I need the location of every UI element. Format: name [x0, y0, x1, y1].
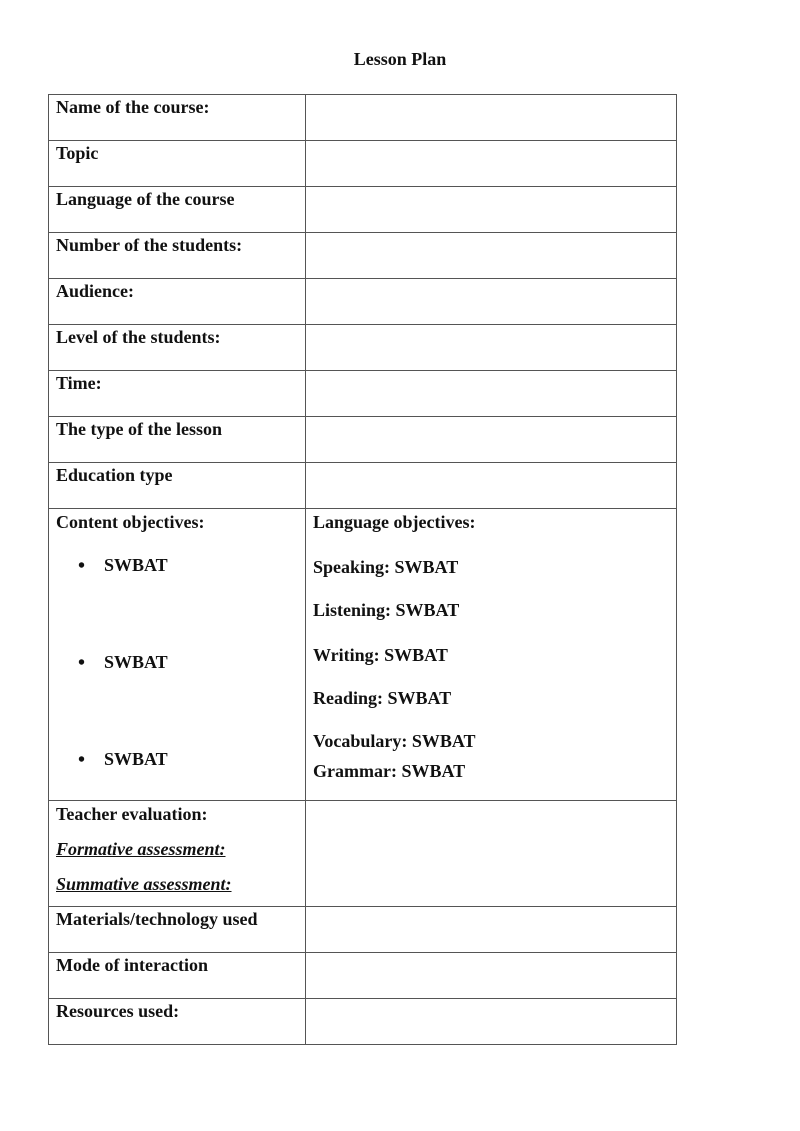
list-item: • SWBAT	[56, 555, 298, 652]
row-value	[306, 463, 676, 465]
row-value	[306, 999, 676, 1001]
row-value-cell[interactable]	[306, 95, 677, 141]
teacher-evaluation-heading: Teacher evaluation:	[56, 804, 208, 824]
row-value	[306, 371, 676, 373]
row-label: Time:	[56, 373, 102, 393]
row-value-cell[interactable]	[306, 999, 677, 1045]
formative-assessment-label: Formative assessment:	[56, 839, 226, 859]
row-value-cell[interactable]	[306, 953, 677, 999]
language-objectives-heading: Language objectives:	[313, 512, 476, 532]
table-row	[49, 999, 677, 1045]
row-label: Number of the students:	[56, 235, 243, 255]
row-value-cell[interactable]	[306, 233, 677, 279]
table-row	[49, 141, 677, 187]
table-row	[49, 187, 677, 233]
row-label-cell	[49, 999, 306, 1045]
table-row	[49, 233, 677, 279]
row-label: Level of the students:	[56, 327, 221, 347]
row-label-cell	[49, 417, 306, 463]
row-label-cell	[49, 953, 306, 999]
row-label: Education type	[56, 465, 173, 485]
row-value	[306, 279, 676, 281]
row-label: Mode of interaction	[56, 955, 208, 975]
row-value	[306, 325, 676, 327]
content-objectives-list	[56, 555, 298, 770]
row-label-cell	[49, 371, 306, 417]
row-value	[306, 953, 676, 955]
row-value	[306, 907, 676, 909]
row-value-cell[interactable]	[306, 279, 677, 325]
row-label: Name of the course:	[56, 97, 210, 117]
row-label-cell	[49, 233, 306, 279]
row-label-cell	[49, 325, 306, 371]
writing-objective: Writing: SWBAT	[313, 645, 448, 665]
row-label: Language of the course	[56, 189, 235, 209]
row-label: The type of the lesson	[56, 419, 222, 439]
grammar-objective: Grammar: SWBAT	[313, 761, 466, 781]
row-value-cell[interactable]	[306, 371, 677, 417]
objectives-row	[49, 509, 677, 801]
row-label-cell	[49, 463, 306, 509]
row-label-cell	[49, 279, 306, 325]
row-value-cell[interactable]	[306, 187, 677, 233]
row-label-cell	[49, 95, 306, 141]
reading-objective: Reading: SWBAT	[313, 688, 452, 708]
teacher-evaluation-cell	[49, 801, 306, 907]
evaluation-row	[49, 801, 677, 907]
table-row	[49, 417, 677, 463]
content-objectives-heading: Content objectives:	[56, 512, 205, 532]
lesson-plan-table	[48, 94, 677, 1045]
page-title: Lesson Plan	[353, 49, 447, 69]
row-label: Topic	[56, 143, 99, 163]
table-row	[49, 953, 677, 999]
row-label-cell	[49, 187, 306, 233]
vocabulary-objective: Vocabulary: SWBAT	[313, 731, 476, 751]
table-row	[49, 907, 677, 953]
table-row	[49, 325, 677, 371]
listening-objective: Listening: SWBAT	[313, 600, 460, 620]
list-item: • SWBAT	[56, 652, 298, 749]
table-row	[49, 371, 677, 417]
row-value	[306, 233, 676, 235]
table-row	[49, 95, 677, 141]
row-value-cell[interactable]	[306, 907, 677, 953]
list-item: • SWBAT	[56, 749, 298, 770]
row-value-cell[interactable]	[306, 325, 677, 371]
row-label: Materials/technology used	[56, 909, 258, 929]
row-value	[306, 141, 676, 143]
row-value	[306, 95, 676, 97]
row-label: Audience:	[56, 281, 134, 301]
row-value	[306, 417, 676, 419]
row-label-cell	[49, 141, 306, 187]
table-row	[49, 463, 677, 509]
row-value-cell[interactable]	[306, 141, 677, 187]
row-value-cell[interactable]	[306, 463, 677, 509]
row-value	[306, 801, 676, 803]
teacher-evaluation-value-cell[interactable]	[306, 801, 677, 907]
content-objectives-cell[interactable]	[49, 509, 306, 801]
row-label: Resources used:	[56, 1001, 180, 1021]
language-objectives-cell[interactable]	[306, 509, 677, 801]
speaking-objective: Speaking: SWBAT	[313, 557, 459, 577]
table-row	[49, 279, 677, 325]
row-value-cell[interactable]	[306, 417, 677, 463]
summative-assessment-label: Summative assessment:	[56, 874, 232, 894]
row-value	[306, 187, 676, 189]
row-label-cell	[49, 907, 306, 953]
